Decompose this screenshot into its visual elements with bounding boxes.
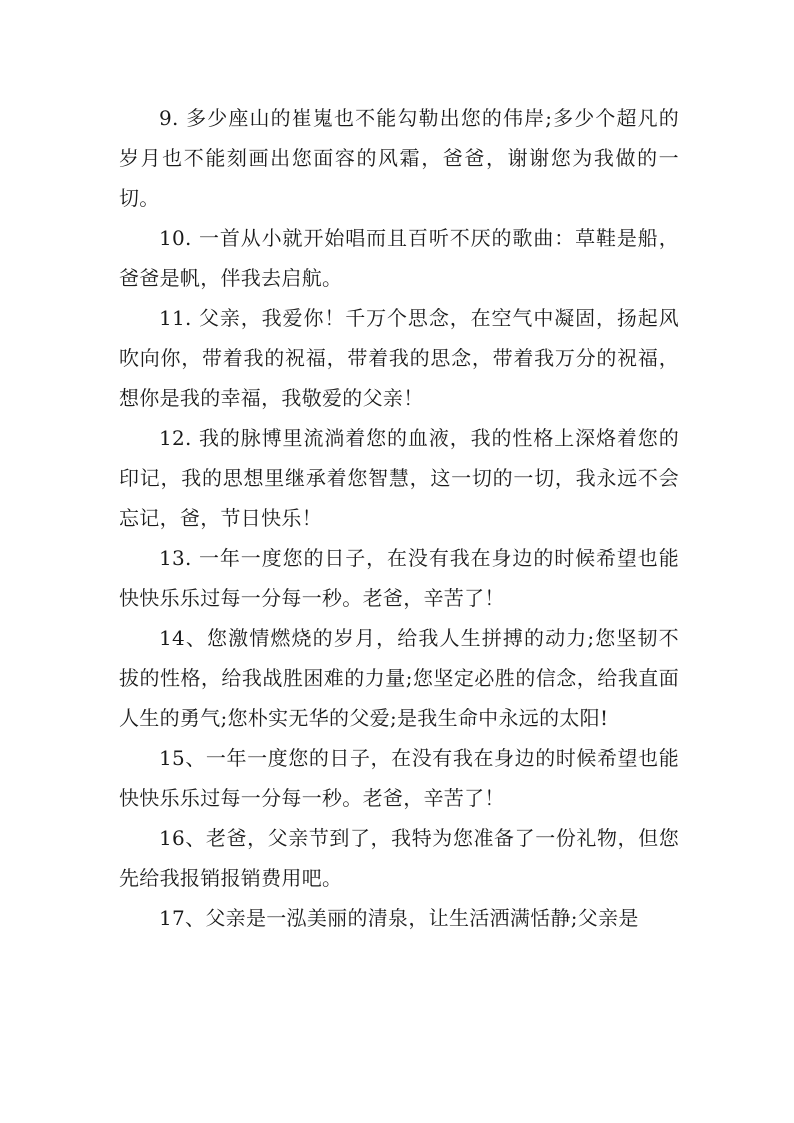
- paragraph-15: 15、一年一度您的日子，在没有我在身边的时候希望也能快快乐乐过每一分每一秒。老爸，辛苦了！: [119, 746, 679, 810]
- paragraph-17: 17、父亲是一泓美丽的清泉，让生活洒满恬静;父亲是: [159, 906, 639, 930]
- paragraph-13: 13. 一年一度您的日子，在没有我在身边的时候希望也能快快乐乐过每一分每一秒。老爸，辛苦了！: [119, 546, 679, 610]
- paragraph-16: 16、老爸，父亲节到了，我特为您准备了一份礼物，但您先给我报销报销费用吧。: [119, 826, 679, 890]
- paragraph-11: 11. 父亲，我爱你！千万个思念，在空气中凝固，扬起风吹向你，带着我的祝福，带着我的思念，带着我万分的祝福，想你是我的幸福，我敬爱的父亲！: [119, 306, 679, 410]
- document-body: [119, 98, 679, 938]
- paragraph-14: 14、您激情燃烧的岁月，给我人生拼搏的动力;您坚韧不拔的性格，给我战胜困难的力量;您坚定必胜的信念，给我直面人生的勇气;您朴实无华的父爱;是我生命中永远的太阳!: [119, 626, 679, 730]
- paragraph-9: 9. 多少座山的崔嵬也不能勾勒出您的伟岸;多少个超凡的岁月也不能刻画出您面容的风霜，爸爸，谢谢您为我做的一切。: [119, 106, 679, 210]
- paragraph-12: 12. 我的脉博里流淌着您的血液，我的性格上深烙着您的印记，我的思想里继承着您智慧，这一切的一切，我永远不会忘记，爸，节日快乐！: [119, 426, 679, 530]
- paragraph-10: 10. 一首从小就开始唱而且百听不厌的歌曲：草鞋是船，爸爸是帆，伴我去启航。: [119, 226, 679, 290]
